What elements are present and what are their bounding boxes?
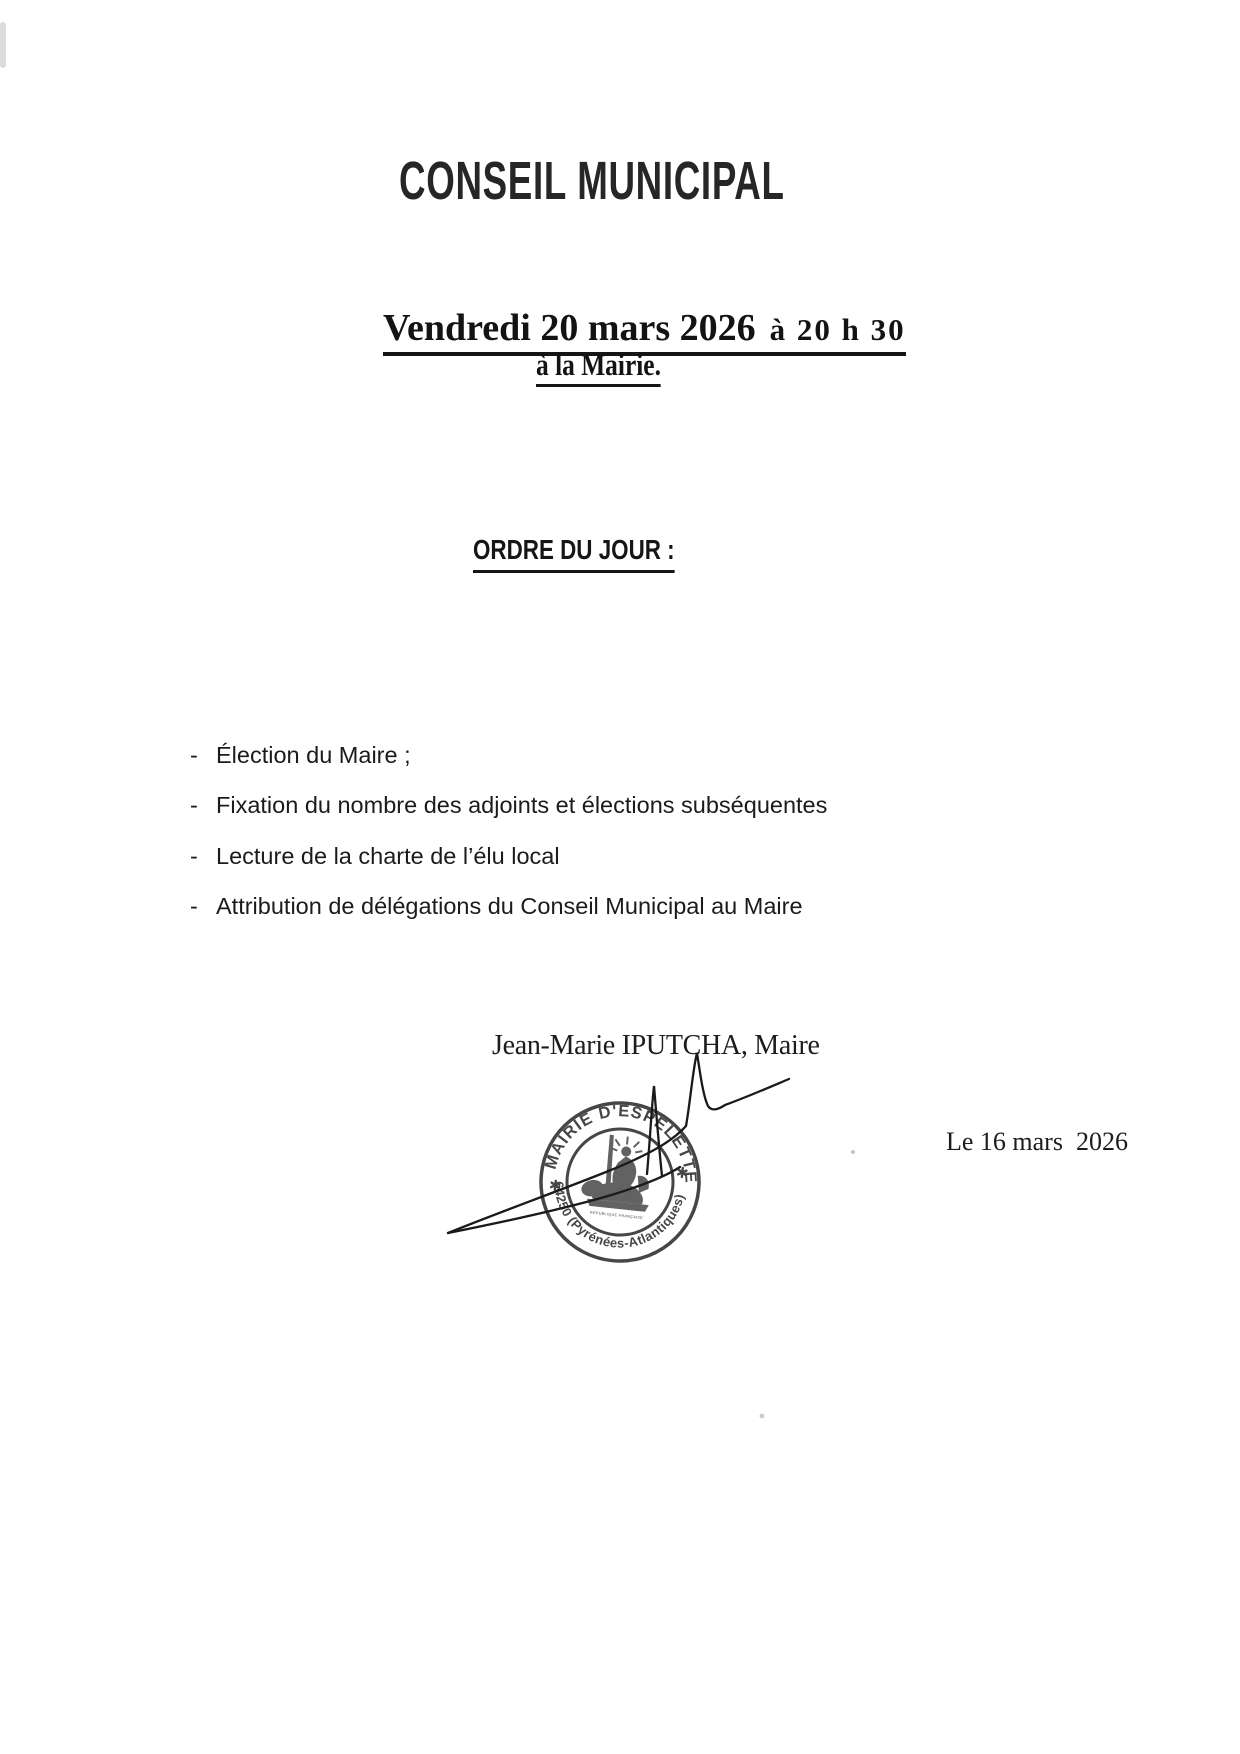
scan-speck — [851, 1150, 855, 1154]
signer-name: Jean-Marie IPUTCHA, Maire — [492, 1030, 820, 1061]
stamp-bottom-text: 64250 (Pyrénées-Atlantiques) — [551, 1180, 688, 1251]
meeting-time: à 20 h 30 — [769, 312, 906, 347]
meeting-date: Vendredi 20 mars 2026 — [383, 307, 756, 349]
agenda-item-dash: - — [190, 792, 198, 818]
stamp-top-text: MAIRIE D'ESPELETTE — [541, 1102, 700, 1185]
page-title: CONSEIL MUNICIPAL — [399, 151, 785, 211]
agenda-heading: ORDRE DU JOUR : — [473, 534, 675, 573]
agenda-item-text: Fixation du nombre des adjoints et élections subséquentes — [216, 792, 828, 818]
agenda-item-text: Élection du Maire ; — [216, 742, 411, 768]
stamp-center-text: RÉPUBLIQUE FRANÇAISE — [589, 1210, 644, 1221]
agenda-item-dash: - — [190, 742, 198, 768]
scan-speck — [760, 1414, 765, 1419]
agenda-item-dash: - — [190, 893, 198, 919]
letter-date: Le 16 mars 2026 — [946, 1127, 1128, 1156]
agenda-item-text: Lecture de la charte de l’élu local — [216, 843, 560, 869]
agenda-item-text: Attribution de délégations du Conseil Municipal au Maire — [216, 893, 803, 919]
municipal-stamp-icon — [533, 1094, 708, 1269]
agenda-item-dash: - — [190, 843, 198, 869]
meeting-location: à la Mairie. — [536, 347, 661, 387]
